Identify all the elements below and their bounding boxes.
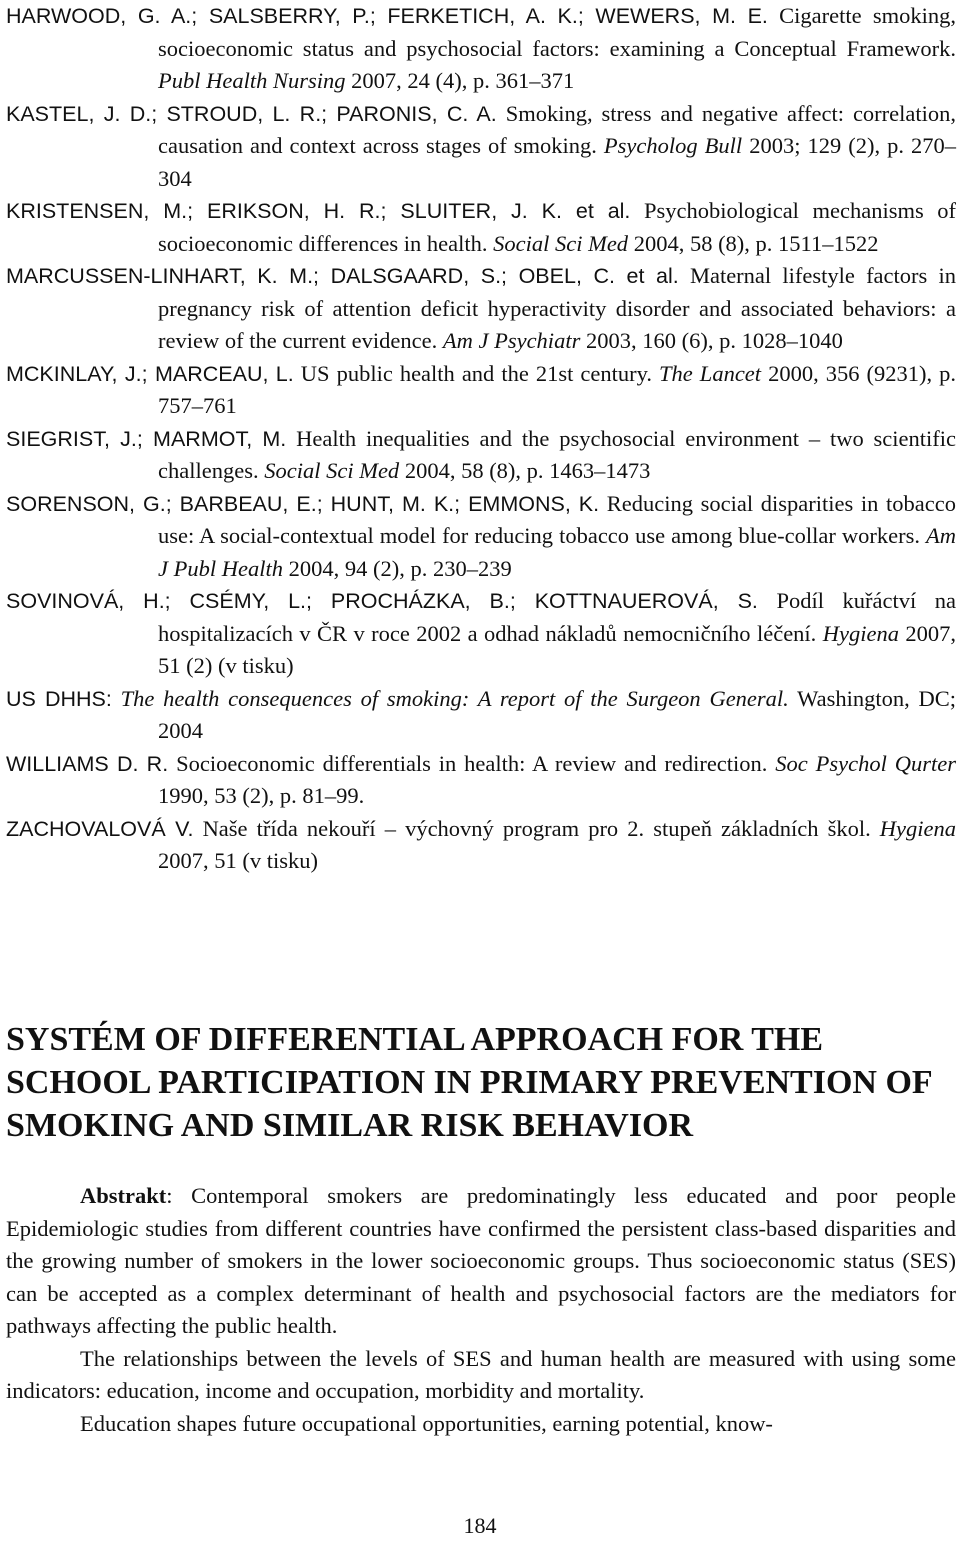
reference-title: Socioeconomic differentials in health: A review and redirection. [176,750,768,776]
reference-authors: KASTEL, J. D.; STROUD, L. R.; PARONIS, C. A. [6,101,497,126]
reference-authors: MCKINLAY, J.; MARCEAU, L. [6,361,294,386]
reference-list [6,0,956,878]
reference-authors: SIEGRIST, J.; MARMOT, M. [6,426,287,451]
reference-journal: Social Sci Med [493,230,629,256]
reference-item [6,195,956,260]
reference-item [6,585,956,683]
reference-title: Maternal lifestyle factors in pregnancy risk of attention deficit hyperactivity disorder and associated behaviors: a review of the current evidence. [158,263,956,353]
reference-journal: Publ Health Nursing [158,68,346,93]
reference-authors: SORENSON, G.; BARBEAU, E.; HUNT, M. K.; EMMONS, K. [6,491,600,516]
reference-title: Psychobiological mechanisms of socioeconomic differences in health. [158,198,956,256]
reference-item [6,813,956,878]
reference-item [6,683,956,748]
reference-citation: 1990, 53 (2), p. 81–99. [158,783,365,808]
reference-title: US public health and the 21st century. [300,360,652,386]
reference-title: Podíl kuřáctví na hospitalizacích v ČR v roce 2002 a odhad nákladů nemocničního léčení. [158,588,956,646]
abstract [6,1180,956,1440]
reference-citation: 2003, 160 (6), p. 1028–1040 [585,328,843,353]
reference-journal: Social Sci Med [264,458,400,483]
reference-item [6,98,956,196]
reference-item [6,358,956,423]
reference-authors: WILLIAMS D. R. [6,751,169,776]
reference-item [6,260,956,358]
reference-authors: HARWOOD, G. A.; SALSBERRY, P.; FERKETICH, A. K.; WEWERS, M. E. [6,4,768,28]
reference-citation: 2000, 356 (9231), p. 757–761 [158,360,957,418]
reference-title: Smoking, stress and negative affect: correlation, causation and context across stages of smoking. [158,100,957,158]
reference-authors: SOVINOVÁ, H.; CSÉMY, L.; PROCHÁZKA, B.; KOTTNAUEROVÁ, S. [6,589,758,613]
abstract-paragraph: The relationships between the levels of SES and human health are measured with using some indicators: education, income and occupation, morbidity and mortality. [6,1345,956,1403]
reference-journal: Am J Publ Health [158,523,957,581]
reference-citation: 2004, 58 (8), p. 1463–1473 [404,458,651,483]
reference-authors: US DHHS: [6,686,112,711]
reference-citation: 2007, 51 (v tisku) [158,848,318,873]
reference-journal: Soc Psychol Qurter [775,750,956,776]
reference-authors: KRISTENSEN, M.; ERIKSON, H. R.; SLUITER, J. K. et al. [6,199,631,223]
abstract-paragraph [6,1180,956,1343]
reference-item [6,488,956,586]
reference-citation: 2007, 51 (2) (v tisku) [158,620,957,678]
abstract-text: : Contemporal smokers are predominatingly less educated and poor people Epidemiologic studies from different countries have confirmed the persistent class-based disparities and the growing number of smokers in the lower socioeconomic groups. Thus socioeconomic status (SES) can be accepted as a complex determinant of health and psychosocial factors are the mediators for pathways affecting the public health. [6,1183,956,1338]
section-title: SYSTÉM OF DIFFERENTIAL APPROACH FOR THE SCHOOL PARTICIPATION IN PRIMARY PREVENTION OF SMOKING AND SIMILAR RISK BEHAVIOR [6,1021,932,1144]
abstract-paragraph: Education shapes future occupational opportunities, earning potential, know- [80,1410,773,1436]
reference-title: Reducing social disparities in tobacco use: A social-contextual model for reducing tobacco use among blue-collar workers. [158,490,956,548]
reference-journal: The Lancet [659,360,762,386]
reference-journal: Am J Psychiatr [442,328,581,353]
page-number: 184 [463,1513,497,1538]
reference-authors: MARCUSSEN-LINHART, K. M.; DALSGAARD, S.; OBEL, C. et al. [6,264,679,288]
reference-citation: 2003; 129 (2), p. 270–304 [158,133,957,191]
reference-journal: Psycholog Bull [603,133,743,158]
reference-journal: Hygiena [879,815,957,841]
reference-item [6,0,956,98]
reference-authors: ZACHOVALOVÁ V. [6,816,194,841]
abstract-label: Abstrakt [80,1183,167,1208]
reference-citation: 2004, 94 (2), p. 230–239 [288,555,512,581]
reference-journal: Hygiena [822,620,899,646]
reference-item [6,423,956,488]
reference-citation: Washington, DC; 2004 [158,685,956,743]
reference-citation: 2007, 24 (4), p. 361–371 [351,68,575,93]
reference-title: Naše třída nekouří – výchovný program pro 2. stupeň základních škol. [202,815,871,841]
reference-item [6,748,956,813]
reference-title: Cigarette smoking, socioeconomic status and psychosocial factors: examining a Conceptual Framework. [158,3,956,61]
reference-title: Health inequalities and the psychosocial environment – two scientific challenges. [158,425,957,483]
reference-journal: The health consequences of smoking: A report of the Surgeon General. [120,685,789,711]
reference-citation: 2004, 58 (8), p. 1511–1522 [633,230,879,256]
